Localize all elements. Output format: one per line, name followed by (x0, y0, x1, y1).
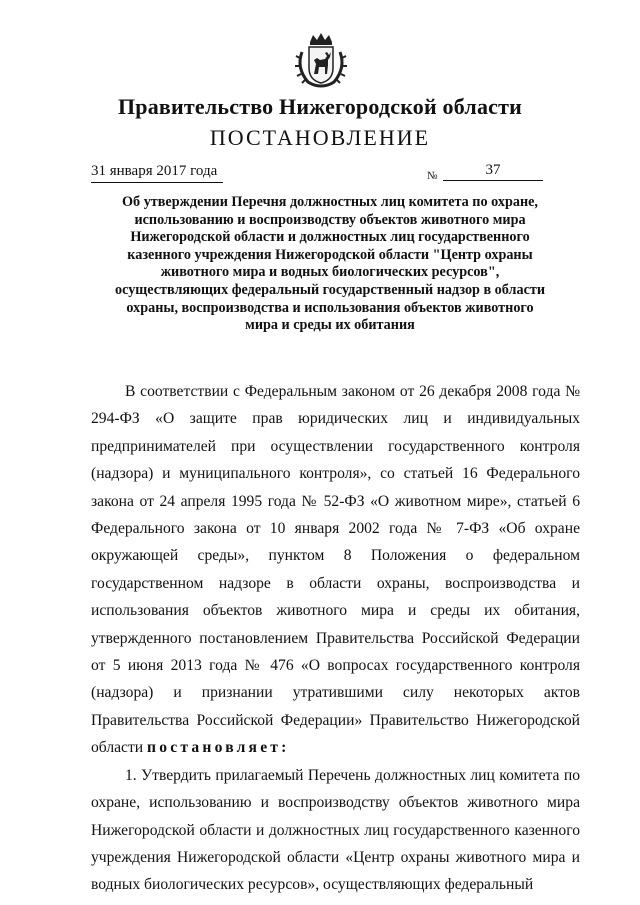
preamble-text: В соответствии с Федеральным законом от 26 декабря 2008 года № 294-ФЗ «О защите прав юридических лиц и индивидуальных предпринимателей при осуществлении государственного контроля (надзора) и муниципального контроля», со статьей 16 Федерального закона от 24 апреля 1995 года № 52-ФЗ «О животном мире», статьей 6 Федерального закона от 10 января 2002 года № 7-ФЗ «Об охране окружающей среды», пунктом 8 Положения о федеральном государственном надзоре в области охраны, воспроизводства и использования объектов животного мира и среды их обитания, утвержденного постановлением Правительства Российской Федерации от 5 июня 2013 года № 476 «О вопросах государственного контроля (надзора) и признании утратившими силу некоторых актов Правительства Российской Федерации» Правительство Нижегородской области (91, 383, 580, 757)
date-underline (91, 182, 223, 183)
number-sign: № (427, 170, 438, 182)
decree-word: постановляет: (147, 739, 290, 757)
item-1-paragraph: 1. Утвердить прилагаемый Перечень должностных лиц комитета по охране, использованию и воспроизводству объектов животного мира Нижегородской области и должностных лиц государственного казенного учреждения Нижегородской области «Центр охраны животного мира и водных биологических ресурсов», осуществляющих федеральный (91, 766, 580, 894)
government-title: Правительство Нижегородской области (117, 94, 522, 119)
document-type: ПОСТАНОВЛЕНИЕ (209, 125, 431, 150)
document-body (91, 378, 580, 899)
preamble-paragraph (91, 378, 580, 762)
coat-of-arms-icon (292, 30, 350, 88)
document-number: 37 (443, 162, 543, 181)
document-subject: Об утверждении Перечня должностных лиц комитета по охране, использованию и воспроизводству объектов животного мира Нижегородской области и должностных лиц государственного казенного учреждения Нижегородской области "Центр охраны животного мира и водных биологических ресурсов", осуществляющих федеральный государственный надзор в области охраны, воспроизводства и использования объектов животного мира и среды их обитания (114, 194, 546, 334)
document-date: 31 января 2017 года (91, 163, 218, 179)
